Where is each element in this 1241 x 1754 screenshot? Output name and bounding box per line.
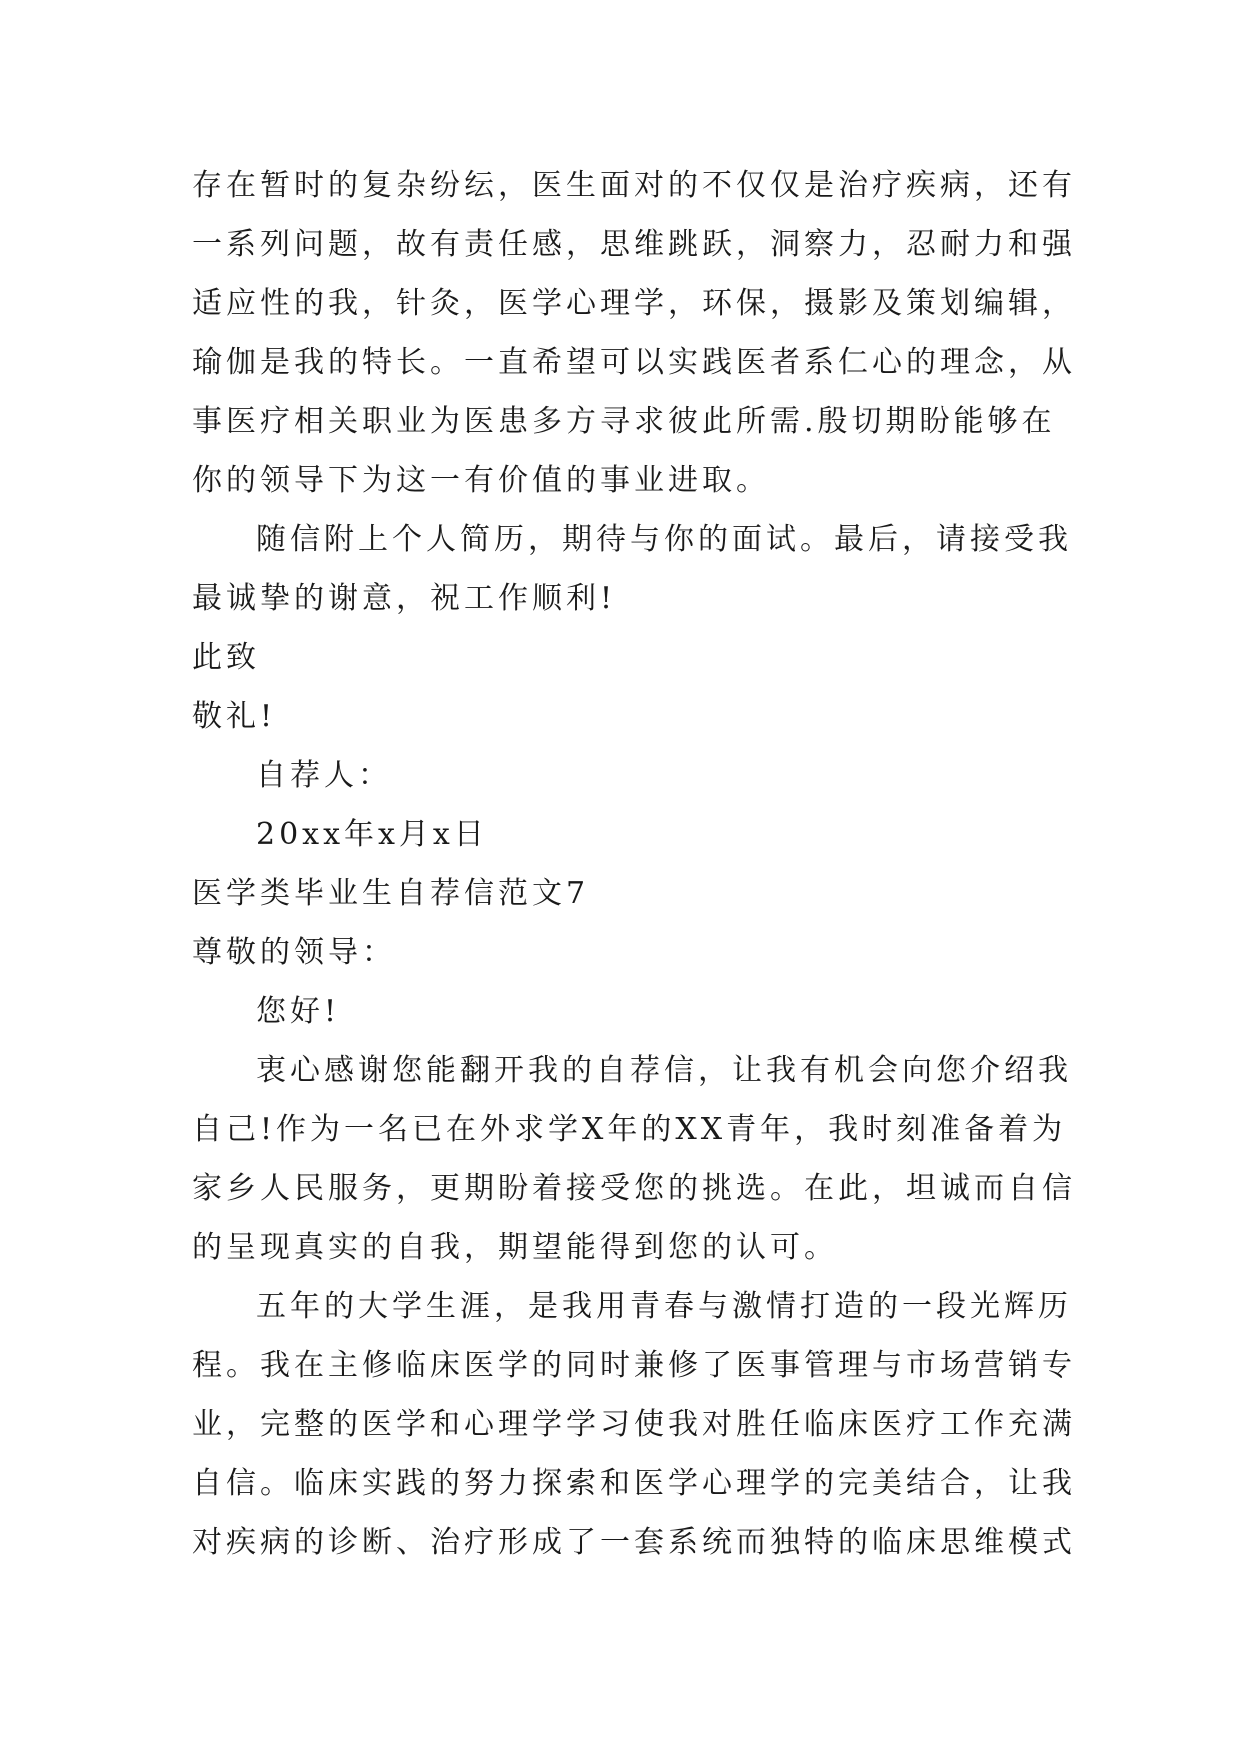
text-line: 自己!作为一名已在外求学X年的XX青年，我时刻准备着为: [192, 1112, 1067, 1147]
text-line: 业，完整的医学和心理学学习使我对胜任临床医疗工作充满: [192, 1407, 1076, 1442]
text-line: 存在暂时的复杂纷纭，医生面对的不仅仅是治疗疾病，还有: [192, 168, 1076, 203]
text-line: 最诚挚的谢意，祝工作顺利!: [192, 581, 617, 616]
text-line: 敬礼!: [192, 699, 277, 734]
text-line: 医学类毕业生自荐信范文7: [192, 876, 590, 911]
text-line: 对疾病的诊断、治疗形成了一套系统而独特的临床思维模式: [192, 1525, 1076, 1560]
text-line: 你的领导下为这一有价值的事业进取。: [192, 463, 770, 498]
text-line: 家乡人民服务，更期盼着接受您的挑选。在此，坦诚而自信: [192, 1171, 1076, 1206]
text-line: 一系列问题，故有责任感，思维跳跃，洞察力，忍耐力和强: [192, 227, 1076, 262]
text-line: 您好!: [256, 994, 341, 1029]
text-line: 随信附上个人简历，期待与你的面试。最后，请接受我: [256, 522, 1072, 557]
text-line: 自信。临床实践的努力探索和医学心理学的完美结合，让我: [192, 1466, 1076, 1501]
text-line: 的呈现真实的自我，期望能得到您的认可。: [192, 1230, 838, 1265]
text-line: 程。我在主修临床医学的同时兼修了医事管理与市场营销专: [192, 1348, 1076, 1383]
document-body: [192, 156, 1076, 1572]
text-line: 五年的大学生涯，是我用青春与激情打造的一段光辉历: [256, 1289, 1072, 1324]
text-line: 此致: [192, 640, 260, 675]
text-line: 20xx年x月x日: [256, 817, 488, 852]
text-line: 适应性的我，针灸，医学心理学，环保，摄影及策划编辑，: [192, 286, 1076, 321]
text-line: 事医疗相关职业为医患多方寻求彼此所需.殷切期盼能够在: [192, 404, 1056, 439]
text-line: 瑜伽是我的特长。一直希望可以实践医者系仁心的理念，从: [192, 345, 1076, 380]
text-line: 尊敬的领导：: [192, 935, 396, 970]
text-line: 自荐人：: [256, 758, 392, 793]
text-line: 衷心感谢您能翻开我的自荐信，让我有机会向您介绍我: [256, 1053, 1072, 1088]
